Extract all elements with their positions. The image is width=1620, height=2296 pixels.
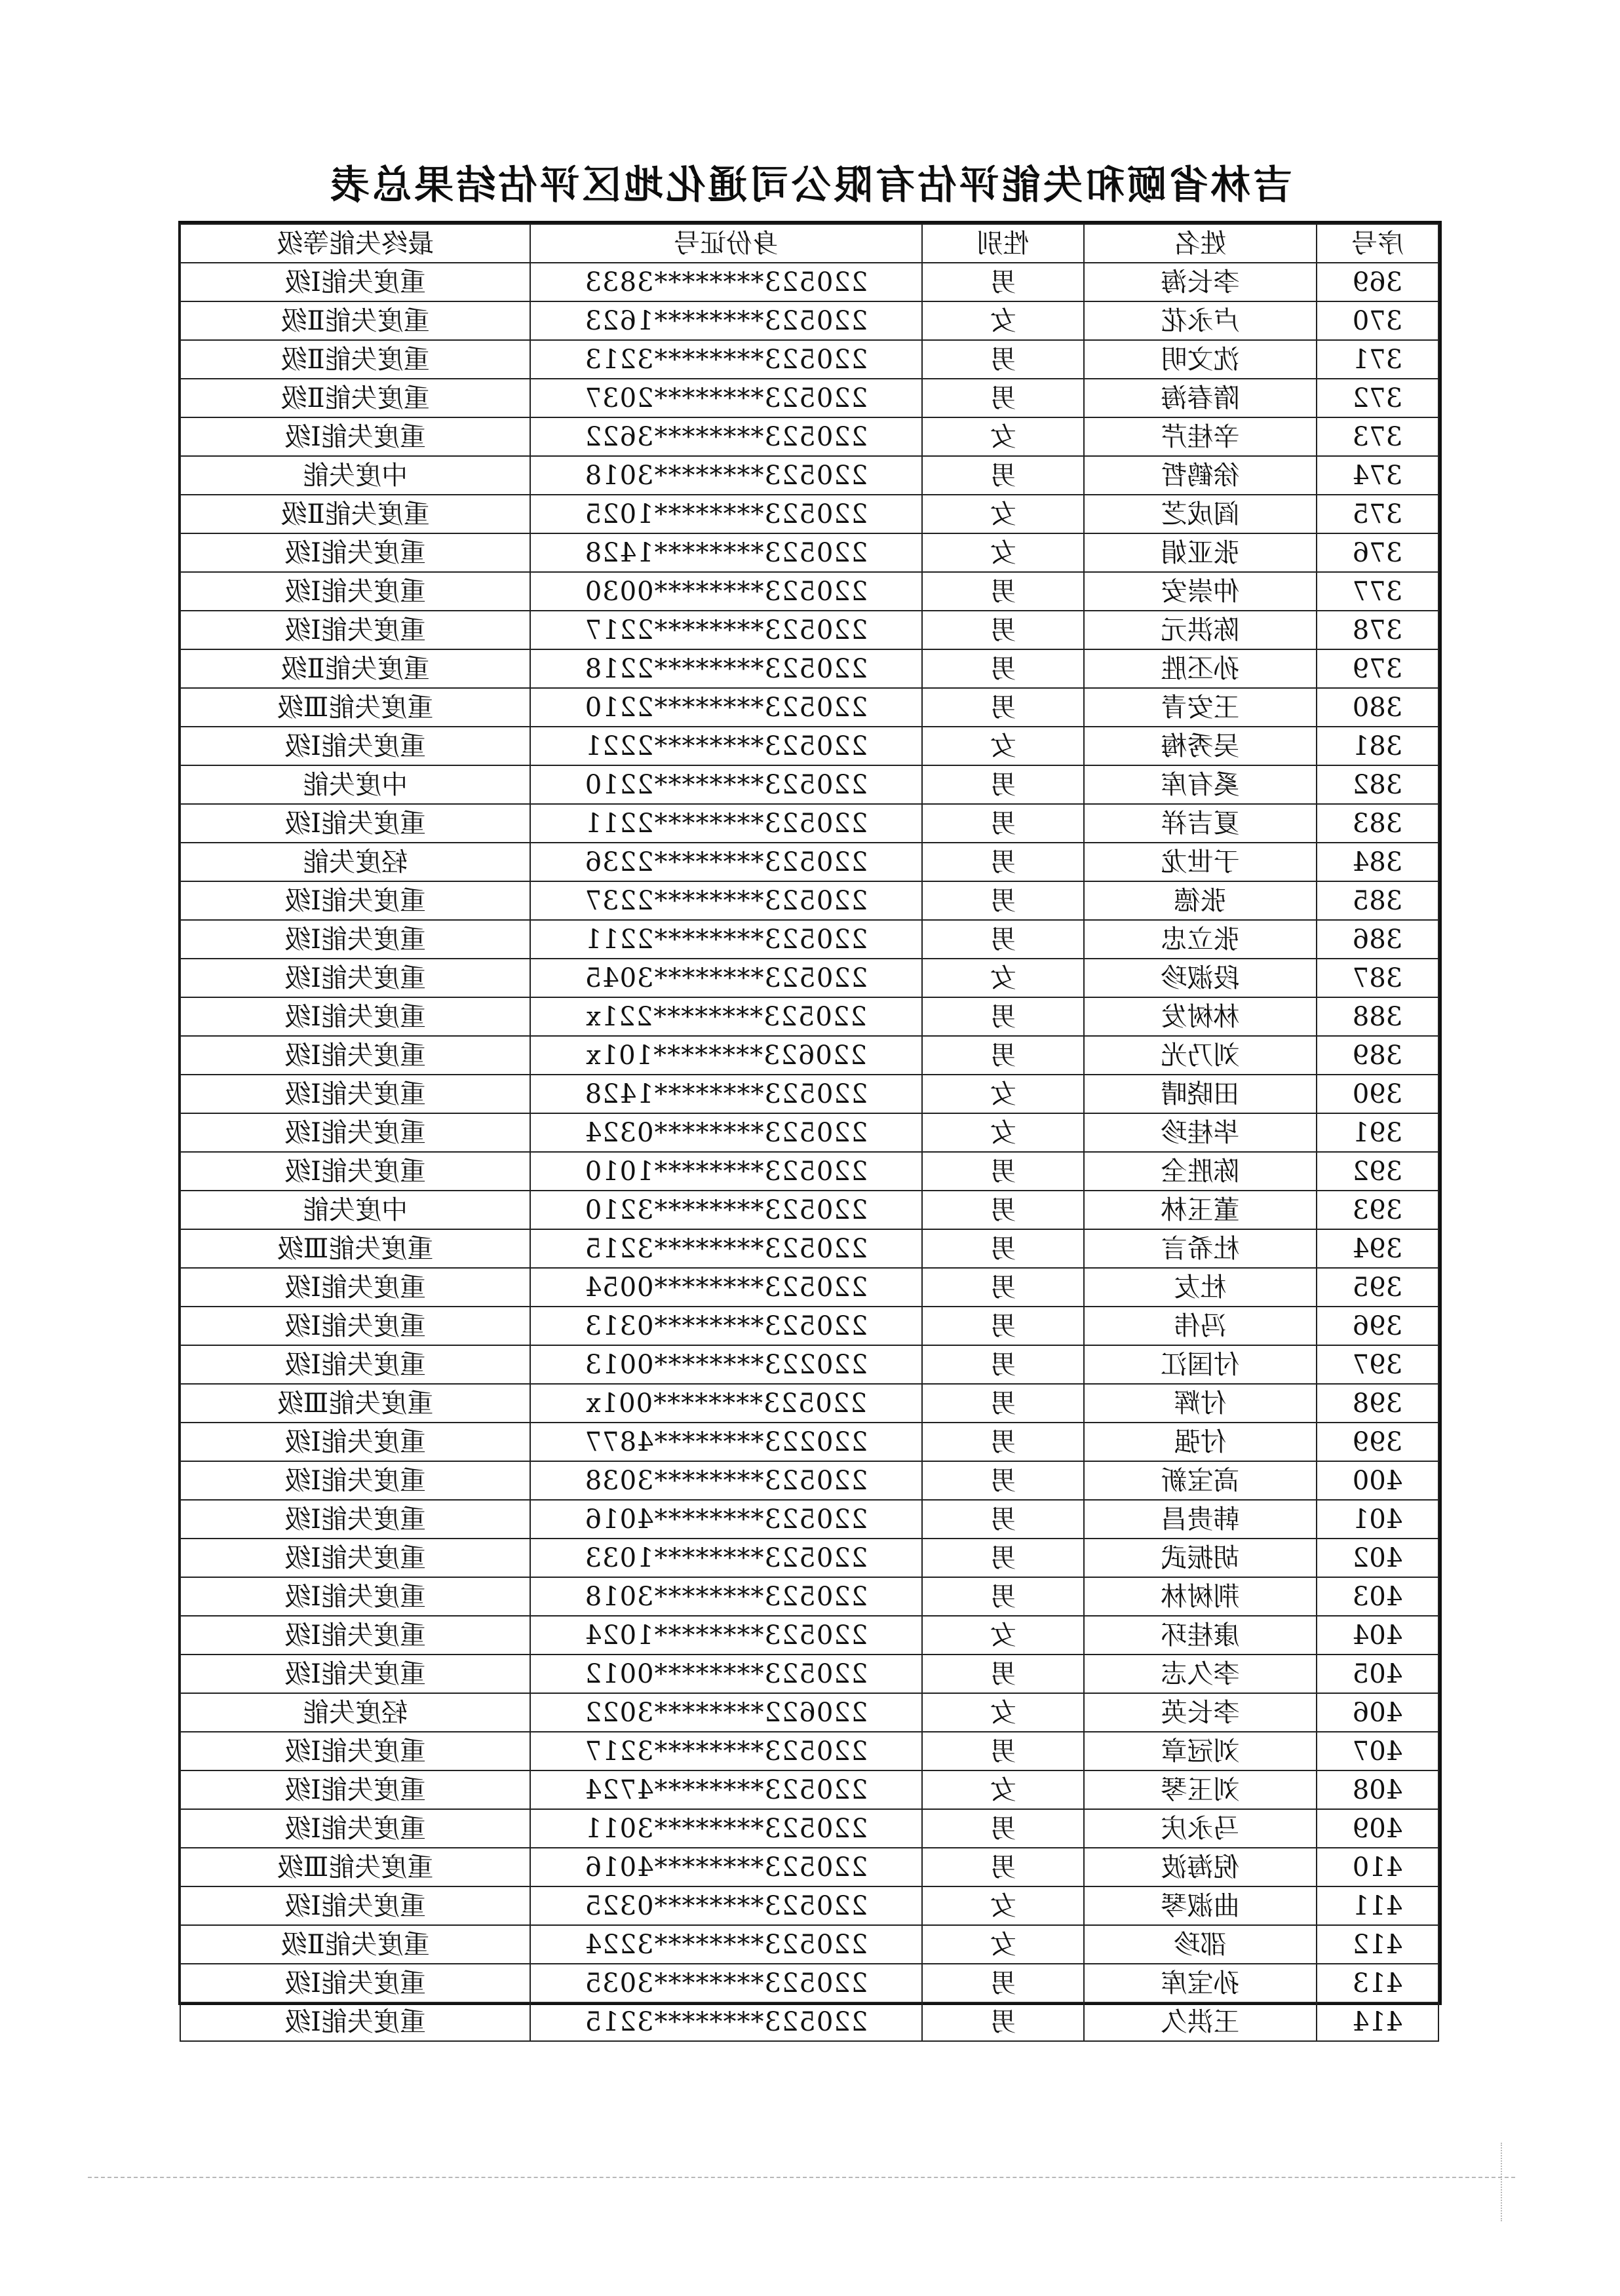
cell-name: 王洪久 — [1084, 2002, 1317, 2041]
cell-sex: 女 — [922, 727, 1084, 765]
table-row — [180, 959, 1438, 997]
cell-grade: 重度失能Ⅰ级 — [180, 1152, 530, 1191]
scan-fold-line — [88, 2177, 1515, 2178]
cell-id: 220523********3215 — [530, 1229, 922, 1268]
table-row — [180, 765, 1438, 804]
cell-no: 410 — [1317, 1848, 1438, 1886]
cell-sex: 男 — [922, 649, 1084, 688]
cell-id: 220523********2211 — [530, 920, 922, 959]
cell-sex: 男 — [922, 1500, 1084, 1539]
cell-sex: 男 — [922, 1036, 1084, 1075]
cell-name: 刘乃光 — [1084, 1036, 1317, 1075]
cell-grade: 重度失能Ⅰ级 — [180, 263, 530, 301]
table-row — [180, 1423, 1438, 1461]
cell-no: 411 — [1317, 1886, 1438, 1925]
cell-grade: 重度失能Ⅰ级 — [180, 1809, 530, 1848]
cell-sex: 男 — [922, 1229, 1084, 1268]
cell-id: 220523********0313 — [530, 1307, 922, 1345]
cell-id: 220523********3018 — [530, 456, 922, 495]
header-name: 姓名 — [1084, 224, 1317, 263]
cell-no: 369 — [1317, 263, 1438, 301]
cell-grade: 重度失能Ⅰ级 — [180, 1964, 530, 2002]
cell-sex: 女 — [922, 495, 1084, 533]
cell-no: 405 — [1317, 1655, 1438, 1693]
cell-id: 220523********1428 — [530, 533, 922, 572]
table-row — [180, 1925, 1438, 1964]
cell-sex: 女 — [922, 1693, 1084, 1732]
cell-id: 220523********0325 — [530, 1886, 922, 1925]
cell-no: 395 — [1317, 1268, 1438, 1307]
table-row — [180, 1500, 1438, 1539]
cell-name: 杜友 — [1084, 1268, 1317, 1307]
cell-id: 220523********2217 — [530, 611, 922, 649]
cell-sex: 男 — [922, 1539, 1084, 1577]
cell-id: 220622********3022 — [530, 1693, 922, 1732]
cell-sex: 男 — [922, 1732, 1084, 1770]
cell-no: 392 — [1317, 1152, 1438, 1191]
cell-name: 徐鹤哲 — [1084, 456, 1317, 495]
cell-id: 220523********2210 — [530, 765, 922, 804]
cell-sex: 男 — [922, 1577, 1084, 1616]
cell-id: 220523********0012 — [530, 1655, 922, 1693]
cell-grade: 重度失能Ⅰ级 — [180, 997, 530, 1036]
cell-no: 378 — [1317, 611, 1438, 649]
cell-grade: 重度失能Ⅰ级 — [180, 881, 530, 920]
cell-grade: 重度失能Ⅰ级 — [180, 417, 530, 456]
cell-id: 220523********2210 — [530, 688, 922, 727]
cell-no: 370 — [1317, 301, 1438, 340]
cell-sex: 男 — [922, 1384, 1084, 1423]
cell-grade: 重度失能Ⅰ级 — [180, 1423, 530, 1461]
table-header-row — [180, 224, 1438, 263]
cell-id: 220523********3045 — [530, 959, 922, 997]
table-row — [180, 263, 1438, 301]
table-row — [180, 1732, 1438, 1770]
cell-no: 391 — [1317, 1113, 1438, 1152]
cell-sex: 男 — [922, 1191, 1084, 1229]
table-row — [180, 688, 1438, 727]
table-row — [180, 2002, 1438, 2041]
cell-grade: 重度失能Ⅰ级 — [180, 1655, 530, 1693]
cell-grade: 重度失能Ⅰ级 — [180, 1577, 530, 1616]
cell-name: 韩贵昌 — [1084, 1500, 1317, 1539]
cell-sex: 男 — [922, 688, 1084, 727]
cell-id: 220523********221x — [530, 997, 922, 1036]
cell-no: 398 — [1317, 1384, 1438, 1423]
cell-name: 沈文明 — [1084, 340, 1317, 379]
results-table-frame — [178, 221, 1442, 2037]
cell-name: 段淑珍 — [1084, 959, 1317, 997]
cell-sex: 男 — [922, 1307, 1084, 1345]
cell-no: 400 — [1317, 1461, 1438, 1500]
cell-name: 李久志 — [1084, 1655, 1317, 1693]
cell-grade: 重度失能Ⅲ级 — [180, 1848, 530, 1886]
cell-grade: 中度失能 — [180, 1191, 530, 1229]
cell-no: 371 — [1317, 340, 1438, 379]
cell-sex: 男 — [922, 1848, 1084, 1886]
cell-no: 390 — [1317, 1075, 1438, 1113]
cell-id: 220523********3217 — [530, 1732, 922, 1770]
cell-no: 379 — [1317, 649, 1438, 688]
cell-sex: 女 — [922, 533, 1084, 572]
cell-name: 邵珍 — [1084, 1925, 1317, 1964]
cell-grade: 重度失能Ⅱ级 — [180, 340, 530, 379]
cell-id: 220523********3210 — [530, 1191, 922, 1229]
cell-no: 414 — [1317, 2002, 1438, 2041]
table-row — [180, 804, 1438, 843]
cell-name: 辛桂芹 — [1084, 417, 1317, 456]
cell-grade: 轻度失能 — [180, 843, 530, 881]
cell-no: 385 — [1317, 881, 1438, 920]
cell-sex: 男 — [922, 881, 1084, 920]
cell-sex: 男 — [922, 1809, 1084, 1848]
cell-sex: 男 — [922, 997, 1084, 1036]
cell-name: 刘玉琴 — [1084, 1770, 1317, 1809]
cell-no: 372 — [1317, 379, 1438, 417]
cell-id: 220523********2218 — [530, 649, 922, 688]
cell-sex: 男 — [922, 1345, 1084, 1384]
table-row — [180, 1886, 1438, 1925]
cell-grade: 重度失能Ⅰ级 — [180, 727, 530, 765]
cell-name: 于世龙 — [1084, 843, 1317, 881]
cell-name: 陈洪元 — [1084, 611, 1317, 649]
cell-id: 220523********3224 — [530, 1925, 922, 1964]
cell-id: 220523********2211 — [530, 804, 922, 843]
cell-sex: 男 — [922, 1423, 1084, 1461]
cell-name: 张德 — [1084, 881, 1317, 920]
cell-sex: 男 — [922, 1461, 1084, 1500]
cell-sex: 男 — [922, 843, 1084, 881]
table-row — [180, 1036, 1438, 1075]
cell-no: 374 — [1317, 456, 1438, 495]
cell-no: 380 — [1317, 688, 1438, 727]
cell-name: 田晓晴 — [1084, 1075, 1317, 1113]
table-row — [180, 1848, 1438, 1886]
cell-id: 220523********3018 — [530, 1577, 922, 1616]
cell-sex: 男 — [922, 2002, 1084, 2041]
cell-grade: 重度失能Ⅰ级 — [180, 1307, 530, 1345]
cell-name: 马永庆 — [1084, 1809, 1317, 1848]
cell-no: 413 — [1317, 1964, 1438, 2002]
cell-id: 220523********3833 — [530, 263, 922, 301]
cell-id: 220523********4724 — [530, 1770, 922, 1809]
cell-sex: 男 — [922, 340, 1084, 379]
cell-name: 李长海 — [1084, 263, 1317, 301]
table-row — [180, 727, 1438, 765]
cell-grade: 中度失能 — [180, 456, 530, 495]
cell-no: 389 — [1317, 1036, 1438, 1075]
cell-sex: 男 — [922, 765, 1084, 804]
cell-name: 付强 — [1084, 1423, 1317, 1461]
cell-id: 220523********0324 — [530, 1113, 922, 1152]
cell-no: 383 — [1317, 804, 1438, 843]
cell-id: 220523********2221 — [530, 727, 922, 765]
cell-no: 387 — [1317, 959, 1438, 997]
cell-name: 卢永花 — [1084, 301, 1317, 340]
cell-grade: 重度失能Ⅰ级 — [180, 1461, 530, 1500]
cell-sex: 女 — [922, 1075, 1084, 1113]
cell-name: 曲淑琴 — [1084, 1886, 1317, 1925]
cell-id: 220523********3215 — [530, 2002, 922, 2041]
cell-sex: 女 — [922, 1616, 1084, 1655]
cell-id: 220523********3213 — [530, 340, 922, 379]
table-row — [180, 1770, 1438, 1809]
cell-sex: 男 — [922, 572, 1084, 611]
cell-id: 220223********0013 — [530, 1345, 922, 1384]
cell-sex: 男 — [922, 456, 1084, 495]
cell-sex: 女 — [922, 1886, 1084, 1925]
table-row — [180, 1655, 1438, 1693]
cell-name: 董玉林 — [1084, 1191, 1317, 1229]
cell-id: 220523********2237 — [530, 881, 922, 920]
table-row — [180, 1307, 1438, 1345]
cell-id: 220523********3011 — [530, 1809, 922, 1848]
cell-sex: 男 — [922, 1268, 1084, 1307]
cell-no: 402 — [1317, 1539, 1438, 1577]
cell-grade: 重度失能Ⅰ级 — [180, 611, 530, 649]
table-row — [180, 649, 1438, 688]
cell-grade: 重度失能Ⅱ级 — [180, 495, 530, 533]
cell-grade: 重度失能Ⅰ级 — [180, 533, 530, 572]
table-row — [180, 379, 1438, 417]
table-row — [180, 456, 1438, 495]
cell-grade: 重度失能Ⅱ级 — [180, 301, 530, 340]
cell-no: 384 — [1317, 843, 1438, 881]
cell-no: 377 — [1317, 572, 1438, 611]
table-row — [180, 1693, 1438, 1732]
cell-grade: 重度失能Ⅰ级 — [180, 2002, 530, 2041]
cell-grade: 中度失能 — [180, 765, 530, 804]
cell-grade: 重度失能Ⅰ级 — [180, 1036, 530, 1075]
cell-no: 408 — [1317, 1770, 1438, 1809]
header-id: 身份证号 — [530, 224, 922, 263]
cell-grade: 重度失能Ⅰ级 — [180, 1500, 530, 1539]
header-grade: 最终失能等级 — [180, 224, 530, 263]
cell-id: 220623********101x — [530, 1036, 922, 1075]
cell-sex: 女 — [922, 1770, 1084, 1809]
cell-id: 220523********1025 — [530, 495, 922, 533]
table-row — [180, 301, 1438, 340]
table-row — [180, 1384, 1438, 1423]
cell-sex: 女 — [922, 417, 1084, 456]
cell-grade: 重度失能Ⅰ级 — [180, 1075, 530, 1113]
cell-name: 奚有库 — [1084, 765, 1317, 804]
cell-name: 张立忠 — [1084, 920, 1317, 959]
table-row — [180, 417, 1438, 456]
cell-grade: 重度失能Ⅰ级 — [180, 1732, 530, 1770]
table-row — [180, 1577, 1438, 1616]
cell-name: 吴秀梅 — [1084, 727, 1317, 765]
cell-grade: 重度失能Ⅰ级 — [180, 1113, 530, 1152]
table-row — [180, 495, 1438, 533]
cell-name: 孙宝库 — [1084, 1964, 1317, 2002]
cell-name: 高宝新 — [1084, 1461, 1317, 1500]
table-row — [180, 533, 1438, 572]
cell-grade: 重度失能Ⅰ级 — [180, 1886, 530, 1925]
cell-no: 375 — [1317, 495, 1438, 533]
table-row — [180, 572, 1438, 611]
cell-id: 220523********1024 — [530, 1616, 922, 1655]
cell-name: 杜希言 — [1084, 1229, 1317, 1268]
results-table — [180, 223, 1439, 2042]
cell-name: 付辉 — [1084, 1384, 1317, 1423]
cell-no: 397 — [1317, 1345, 1438, 1384]
cell-sex: 女 — [922, 1925, 1084, 1964]
cell-name: 王安青 — [1084, 688, 1317, 727]
cell-id: 220523********001x — [530, 1384, 922, 1423]
cell-sex: 男 — [922, 1964, 1084, 2002]
cell-grade: 重度失能Ⅰ级 — [180, 572, 530, 611]
table-row — [180, 1229, 1438, 1268]
cell-sex: 男 — [922, 379, 1084, 417]
cell-name: 倪海波 — [1084, 1848, 1317, 1886]
table-body — [180, 263, 1438, 2041]
cell-no: 376 — [1317, 533, 1438, 572]
cell-no: 403 — [1317, 1577, 1438, 1616]
table-row — [180, 1191, 1438, 1229]
cell-grade: 重度失能Ⅲ级 — [180, 688, 530, 727]
cell-sex: 男 — [922, 611, 1084, 649]
scan-margin-mark — [1501, 2143, 1502, 2221]
table-row — [180, 997, 1438, 1036]
table-row — [180, 611, 1438, 649]
cell-grade: 重度失能Ⅰ级 — [180, 1268, 530, 1307]
cell-no: 399 — [1317, 1423, 1438, 1461]
cell-name: 荆树林 — [1084, 1577, 1317, 1616]
cell-name: 付国江 — [1084, 1345, 1317, 1384]
table-row — [180, 1113, 1438, 1152]
cell-id: 220523********1428 — [530, 1075, 922, 1113]
cell-id: 220523********3035 — [530, 1964, 922, 2002]
table-row — [180, 1539, 1438, 1577]
cell-grade: 重度失能Ⅲ级 — [180, 1229, 530, 1268]
cell-name: 陈胜全 — [1084, 1152, 1317, 1191]
cell-id: 220223********4877 — [530, 1423, 922, 1461]
cell-id: 220523********4016 — [530, 1500, 922, 1539]
table-row — [180, 881, 1438, 920]
cell-id: 220523********2236 — [530, 843, 922, 881]
cell-sex: 男 — [922, 1655, 1084, 1693]
table-row — [180, 1345, 1438, 1384]
cell-sex: 男 — [922, 804, 1084, 843]
table-row — [180, 1809, 1438, 1848]
cell-no: 381 — [1317, 727, 1438, 765]
cell-no: 407 — [1317, 1732, 1438, 1770]
cell-sex: 女 — [922, 959, 1084, 997]
cell-name: 仲崇安 — [1084, 572, 1317, 611]
cell-sex: 男 — [922, 1152, 1084, 1191]
cell-no: 386 — [1317, 920, 1438, 959]
cell-id: 220523********1010 — [530, 1152, 922, 1191]
cell-sex: 女 — [922, 1113, 1084, 1152]
cell-id: 220523********3038 — [530, 1461, 922, 1500]
cell-grade: 重度失能Ⅲ级 — [180, 1384, 530, 1423]
document-title: 吉林省颐和失能评估有限公司通化地区评估结果总表 — [328, 163, 1292, 208]
cell-sex: 女 — [922, 301, 1084, 340]
cell-no: 406 — [1317, 1693, 1438, 1732]
cell-no: 373 — [1317, 417, 1438, 456]
cell-id: 220523********3622 — [530, 417, 922, 456]
table-row — [180, 340, 1438, 379]
cell-name: 毕桂珍 — [1084, 1113, 1317, 1152]
table-row — [180, 920, 1438, 959]
cell-grade: 重度失能Ⅰ级 — [180, 1616, 530, 1655]
cell-no: 393 — [1317, 1191, 1438, 1229]
cell-no: 388 — [1317, 997, 1438, 1036]
cell-no: 382 — [1317, 765, 1438, 804]
cell-grade: 轻度失能 — [180, 1693, 530, 1732]
cell-grade: 重度失能Ⅰ级 — [180, 1345, 530, 1384]
cell-name: 林树发 — [1084, 997, 1317, 1036]
cell-name: 刘冠章 — [1084, 1732, 1317, 1770]
header-no: 序号 — [1317, 224, 1438, 263]
cell-grade: 重度失能Ⅰ级 — [180, 804, 530, 843]
cell-grade: 重度失能Ⅰ级 — [180, 1770, 530, 1809]
cell-id: 220523********4016 — [530, 1848, 922, 1886]
header-sex: 性别 — [922, 224, 1084, 263]
table-row — [180, 843, 1438, 881]
cell-no: 396 — [1317, 1307, 1438, 1345]
cell-name: 阎成芝 — [1084, 495, 1317, 533]
cell-grade: 重度失能Ⅰ级 — [180, 959, 530, 997]
cell-grade: 重度失能Ⅱ级 — [180, 649, 530, 688]
cell-id: 220523********0054 — [530, 1268, 922, 1307]
cell-grade: 重度失能Ⅰ级 — [180, 920, 530, 959]
cell-grade: 重度失能Ⅰ级 — [180, 1539, 530, 1577]
cell-id: 220523********0030 — [530, 572, 922, 611]
table-row — [180, 1461, 1438, 1500]
table-row — [180, 1616, 1438, 1655]
cell-no: 394 — [1317, 1229, 1438, 1268]
cell-grade: 重度失能Ⅱ级 — [180, 1925, 530, 1964]
cell-name: 张亚娟 — [1084, 533, 1317, 572]
cell-no: 412 — [1317, 1925, 1438, 1964]
cell-id: 220523********2037 — [530, 379, 922, 417]
cell-no: 409 — [1317, 1809, 1438, 1848]
cell-id: 220523********1033 — [530, 1539, 922, 1577]
cell-sex: 男 — [922, 920, 1084, 959]
cell-name: 冯伟 — [1084, 1307, 1317, 1345]
cell-name: 孙丕胜 — [1084, 649, 1317, 688]
cell-sex: 男 — [922, 263, 1084, 301]
cell-grade: 重度失能Ⅱ级 — [180, 379, 530, 417]
cell-name: 李长英 — [1084, 1693, 1317, 1732]
cell-name: 隋春海 — [1084, 379, 1317, 417]
cell-no: 401 — [1317, 1500, 1438, 1539]
cell-name: 康桂环 — [1084, 1616, 1317, 1655]
table-row — [180, 1964, 1438, 2002]
table-row — [180, 1268, 1438, 1307]
table-row — [180, 1152, 1438, 1191]
cell-name: 夏吉祥 — [1084, 804, 1317, 843]
table-row — [180, 1075, 1438, 1113]
cell-name: 胡振武 — [1084, 1539, 1317, 1577]
cell-no: 404 — [1317, 1616, 1438, 1655]
cell-id: 220523********1623 — [530, 301, 922, 340]
